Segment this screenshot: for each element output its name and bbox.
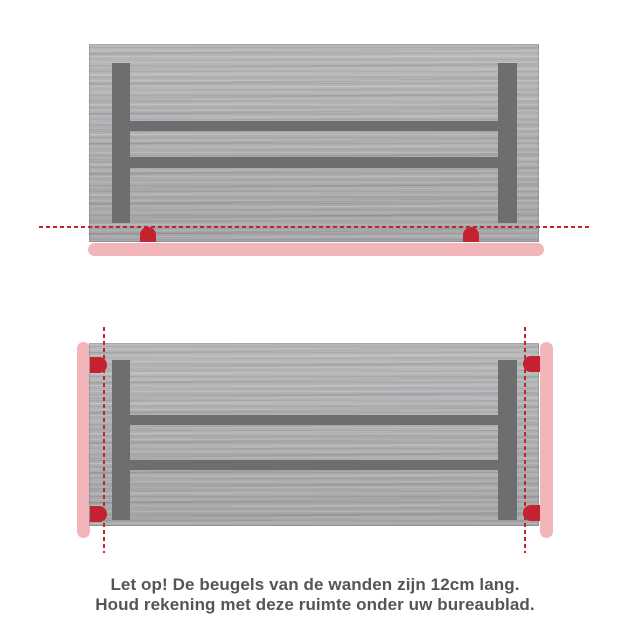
figure-wall-bottom-edge: [0, 0, 630, 300]
mounting-clip-left: [140, 227, 156, 242]
frame-bracket-left: [112, 63, 130, 223]
frame-bracket-right: [498, 63, 517, 223]
caption-line-1: Let op! De beugels van de wanden zijn 12cm lang.: [110, 575, 520, 594]
desk-panel: [89, 44, 539, 242]
mounting-clip-right: [463, 227, 479, 242]
clearance-guide-line-left: [103, 327, 105, 553]
caption: [0, 575, 630, 615]
clearance-guide-line-right: [524, 327, 526, 553]
clearance-guide-line: [39, 226, 591, 228]
wall-panel-right: [540, 342, 553, 538]
caption-line-2: Houd rekening met deze ruimte onder uw bureaublad.: [95, 595, 535, 614]
frame-crossbar-lower: [112, 460, 517, 470]
figure-walls-side-edges: [0, 300, 630, 570]
wall-panel-horizontal: [88, 243, 544, 256]
frame-crossbar-upper: [112, 415, 517, 425]
frame-bracket-left: [112, 360, 130, 520]
desk-panel: [89, 343, 539, 526]
frame-bracket-right: [498, 360, 517, 520]
frame-crossbar-upper: [112, 121, 517, 131]
frame-crossbar-lower: [112, 157, 517, 168]
